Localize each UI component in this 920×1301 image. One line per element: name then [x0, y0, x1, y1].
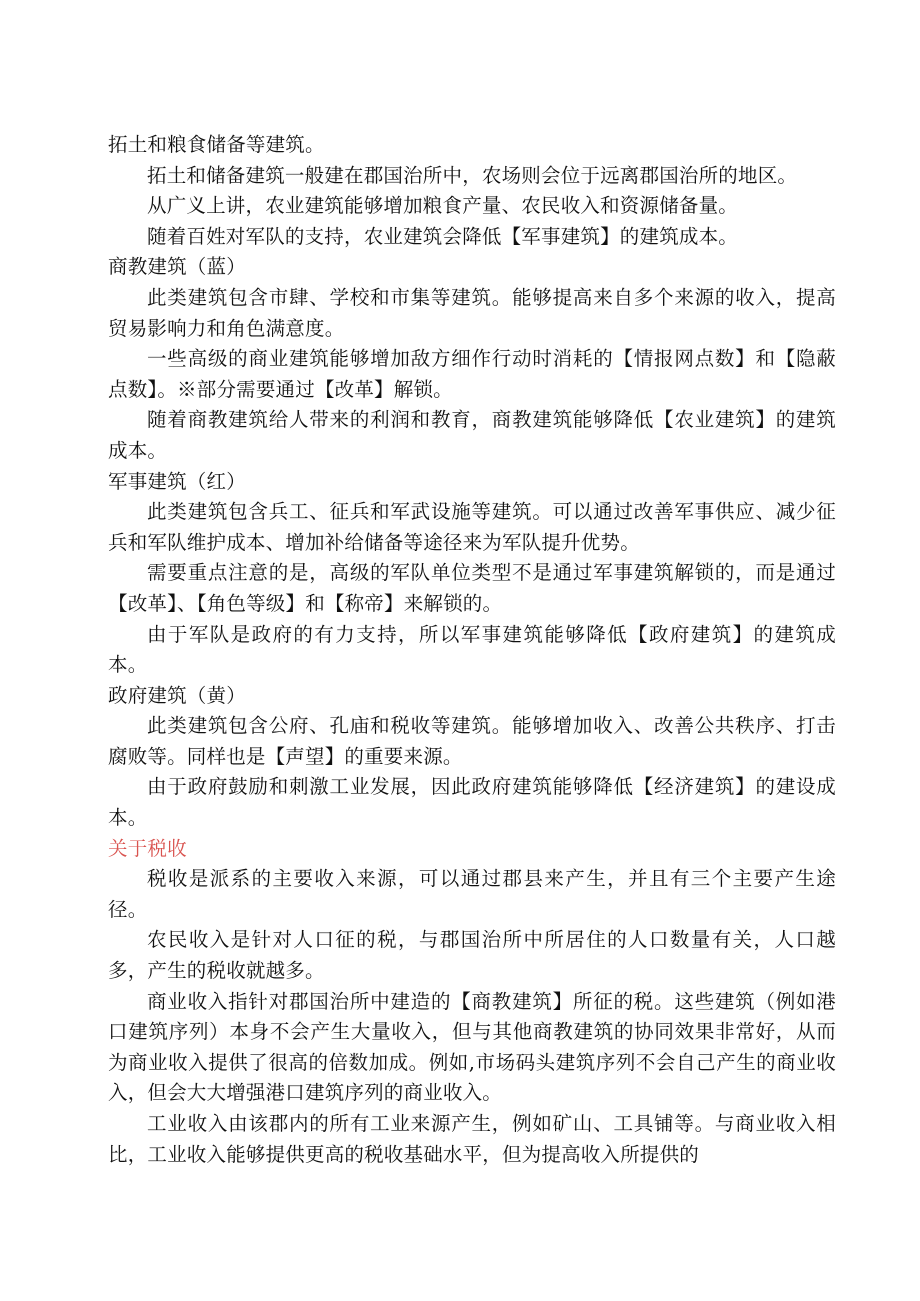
paragraph-agri-benefits: 从广义上讲，农业建筑能够增加粮食产量、农民收入和资源储备量。: [147, 194, 739, 218]
paragraph-military-discount: 由于军队是政府的有力支持，所以军事建筑能够降低【政府建筑】的建筑成本。: [108, 622, 836, 677]
paragraph-tax-overview: 税收是派系的主要收入来源，可以通过郡县来产生，并且有三个主要产生途径。: [108, 867, 836, 921]
heading-government-buildings: 政府建筑（黄）: [108, 683, 246, 707]
heading-about-tax: 关于税收: [108, 836, 187, 860]
paragraph-government-desc: 此类建筑包含公府、孔庙和税收等建筑。能够增加收入、改善公共秩序、打击腐败等。同样也是【声望】的重要来源。: [108, 714, 836, 768]
paragraph-intro-tail: 拓土和粮食储备等建筑。: [108, 133, 325, 156]
paragraph-tax-industry: 工业收入由该郡内的所有工业来源产生，例如矿山、工具铺等。与商业收入相比，工业收入能够提供更高的税收基础水平，但为提高收入所提供的: [108, 1112, 836, 1166]
paragraph-military-desc: 此类建筑包含兵工、征兵和军武设施等建筑。可以通过改善军事供应、减少征兵和军队维护成本、增加补给储备等途径来为军队提升优势。: [108, 500, 836, 554]
paragraph-commerce-desc: 此类建筑包含市肆、学校和市集等建筑。能够提高来自多个来源的收入，提高贸易影响力和角色满意度。: [108, 285, 836, 340]
paragraph-government-discount: 由于政府鼓励和刺激工业发展，因此政府建筑能够降低【经济建筑】的建设成本。: [108, 775, 836, 830]
paragraph-tax-commerce: 商业收入指针对郡国治所中建造的【商教建筑】所征的税。这些建筑（例如港口建筑序列）本身不会产生大量收入，但与其他商教建筑的协同效果非常好，从而为商业收入提供了很高的倍数加成。例如,市场码头建筑序列不会自己产生的商业收入，但会大大增强港口建筑序列的商业收入。: [108, 989, 836, 1105]
paragraph-agri-location: 拓土和储备建筑一般建在郡国治所中，农场则会位于远离郡国治所的地区。: [147, 163, 798, 187]
document-body: [108, 130, 836, 1170]
paragraph-commerce-advanced: 一些高级的商业建筑能够增加敌方细作行动时消耗的【情报网点数】和【隐蔽点数】。※部分需要通过【改革】解锁。: [108, 347, 836, 401]
paragraph-military-unlock: 需要重点注意的是，高级的军队单位类型不是通过军事建筑解锁的，而是通过【改革】、【角色等级】和【称帝】来解锁的。: [108, 561, 836, 615]
paragraph-tax-peasant: 农民收入是针对人口征的税，与郡国治所中所居住的人口数量有关，人口越多，产生的税收就越多。: [108, 928, 836, 983]
heading-military-buildings: 军事建筑（红）: [108, 469, 246, 493]
paragraph-commerce-discount: 随着商教建筑给人带来的利润和教育，商教建筑能够降低【农业建筑】的建筑成本。: [108, 408, 836, 462]
paragraph-agri-discount: 随着百姓对军队的支持，农业建筑会降低【军事建筑】的建筑成本。: [147, 224, 739, 248]
heading-commerce-buildings: 商教建筑（蓝）: [108, 255, 246, 279]
